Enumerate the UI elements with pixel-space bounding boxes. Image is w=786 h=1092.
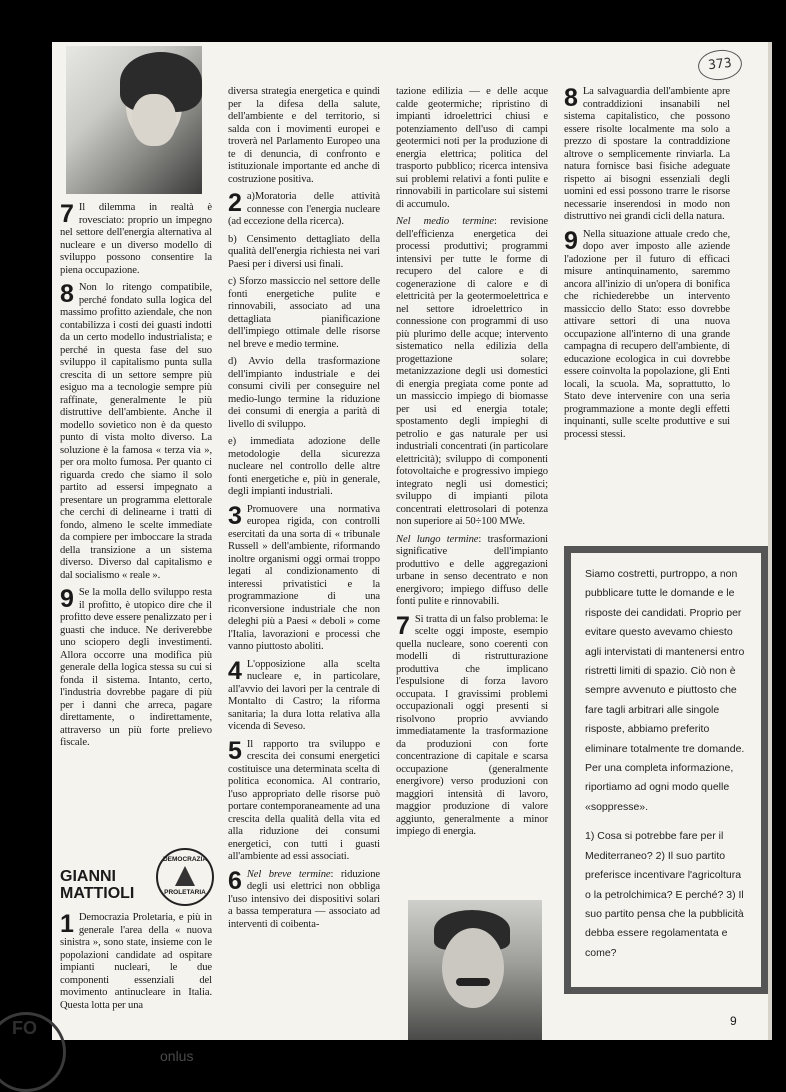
page-edge (768, 42, 772, 1040)
answer-9-text: Se la molla dello sviluppo resta il profitto, è utopico dire che il profitto deve essere penalizzato per i guasti che induce. Ne deriverebbe uno sciopero degli investimenti. Allora occorre una modifica più generale della logica stessa su cui si fonda il sistema. Intanto, certo, l'industria dovrebbe pagare di più per i danni che arreca, pagare direttamente, o indirettamente, attraverso un più forte prelievo fiscale. (60, 587, 212, 748)
continued-text: diversa strategia energetica e quindi per la difesa della salute, dell'ambiente e del territorio, si salda con i movimenti europei e troverà nel Parlamento Europeo una te di denuncia, di confronto e istituzionale importante ed anche di costruzione positiva. (228, 86, 380, 185)
candidate-first-name: GIANNI (60, 868, 116, 885)
answer-number: 9 (564, 226, 578, 255)
column-2 (228, 86, 380, 936)
answer-2e-text: e) immediata adozione delle metodologie della sicurezza nucleare nel controllo delle altre fonti energetiche e, più in generale, degli impianti industriali. (228, 436, 380, 497)
answer-2d-text: d) Avvio della trasformazione dell'impianto industriale e dei consumi civili per conseguire nel medio-lungo termine la riduzione dei consumi di energia a parità di livello di sviluppo. (228, 356, 380, 430)
portrait-photo-woman (66, 46, 202, 194)
answer-9-text: Nella situazione attuale credo che, dopo aver imposto alle aziende l'adozione per il futuro di efficaci misure antinquinamento, saremmo ancora all'inizio di un'opera di bonifica che richiederebbe un intervento massiccio dello Stato: esso dovrebbe attivare settori di una nuova occupazione all'interno di una grande campagna di recupero dell'ambiente, di educazione ecologica in cui dovrebbe essere coinvolta la popolazione, gli Enti locali, la scuola. Ma, soprattutto, lo Stato deve intervenire con una seria programmazione a monte degli effetti inquinanti, sulle scelte produttive e sui processi stessi. (564, 228, 730, 440)
editorial-note-text: Siamo costretti, purtroppo, a non pubblicare tutte le domande e le risposte dei candidati. Proprio per evitare questo avevamo chiesto agli intervistati di mantenersi entro ristretti limiti di spazio. Ciò non è sempre avvenuto e piuttosto che fare tagli arbitrari alle singole risposte, abbiamo preferito eliminare totalmente tre domande. Per una completa informazione, riportiamo ad ogni modo quelle «soppresse». (585, 568, 745, 813)
answer-6-text: : riduzione degli usi elettrici non obbliga l'uso intensivo dei dispositivi solari a bassa temperatura — associato ad interventi di coibenta- (228, 868, 380, 930)
party-logo (156, 848, 214, 906)
candidate-last-name: MATTIOLI (60, 885, 135, 902)
watermark-onlus: onlus (160, 1048, 194, 1064)
portrait-photo-man (408, 900, 542, 1040)
medium-term-label: Nel medio termine (396, 216, 494, 227)
continued-text: tazione edilizia — e delle acque calde geotermiche; ripristino di impianti idroelettrici chiusi e potenziamento dell'uso di campi geotermici noti per la produzione di energia elettrica; politica del trasporto pubblico; ricerca intensiva sui problemi relativi a fonti pulite e rinnovabili in particolare sui sistemi di accumulo. (396, 86, 548, 210)
answer-number: 6 (228, 866, 242, 895)
column-1-bottom (60, 912, 212, 1017)
answer-4-text: L'opposizione alla scelta nucleare e, in particolare, all'avvio dei lavori per la centrale di Montalto di Castro; la riforma sanitaria; la dura lotta relativa alla vicenda di Seveso. (228, 658, 380, 732)
answer-number: 4 (228, 656, 242, 685)
answer-3-text: Promuovere una normativa europea rigida, con controlli esercitati da una sorta di « tribunale Russell » dell'ambiente, riformando inoltre organismi oggi ormai troppo legati al condizionamento di interessi privatistici e la programmazione di una riconversione industriale che non deleghi più a Paesi « deboli » come l'Italia, lavorazioni e processi che vanno piuttosto aboliti. (228, 503, 380, 652)
archive-sheet-mark: 373 (697, 48, 744, 82)
answer-8-text: Non lo ritengo compatibile, perché fondato sulla logica del massimo profitto aziendale, che non contabilizza i costi dei guasti indotti da un certo modello industrialista; e perché in questa fase del suo sviluppo il capitalismo punta sulla crescita di un settore sempre più esiguo ma a tecnologie sempre più raffinate, generalmente le più distruttive dell'ambiente. Anche il modello sovietico non è da questo punto di vista molto diverso. La soluzione è la famosa « terza via », per ora molto fumosa. Per quanto ci riguarda credo che siamo il solo partito ad essersi impegnato a presentare un programma elettorale che cerchi di delinearne i tratti di fondo, almeno le scelte immediate da compiere per imboccare la strada della transizione a un sistema diverso. Diverso dal capitalismo e dal socialismo « reale ». (60, 282, 212, 581)
column-1 (60, 202, 212, 755)
answer-2a-text: a)Moratoria delle attività connesse con l'energia nucleare (ad eccezione della ricerca). (228, 191, 380, 227)
answer-1-text: Democrazia Proletaria, e più in generale l'area della « nuova sinistra », sono state, insieme con le popolazioni candidate ad ospitare impianti nucleari, le due componenti essenziali del movimento antinucleare in Italia. Questa lotta per una (60, 912, 212, 1011)
answer-number: 8 (564, 84, 578, 112)
answer-number: 7 (396, 611, 410, 640)
medium-term-text: : revisione dell'efficienza energetica dei processi produttivi; programmi intensivi per tutte le forme di recupero del calore e di cogenerazione di calore e di elettricità per la geotermoelettrica e nel settore idroelettrico in connessione con programmi di uso più plurimo delle acque; intervento sistematico nella edilizia della progettazione solare; metanizzazione degli usi domestici di energia pregiata come ponte ad un massiccio impiego di biomasse per usi ed energia totale; spostamento degli impieghi di petrolio e gas naturale per usi industriali concentrati (in particolare elettricità); sviluppo di componenti fotovoltaiche e progressivo impiego integrato negli usi domestici; sviluppo di impianti pilota concentrati elettrosolari di potenza non superiore ai 50÷100 MWe. (396, 216, 548, 527)
short-term-label: Nel breve termine (246, 868, 331, 880)
column-3 (396, 86, 548, 844)
column-4 (564, 86, 730, 446)
answer-number: 7 (60, 200, 74, 228)
answer-7-text: Il dilemma in realtà è rovesciato: proprio un impegno nel settore dell'energia alternativa al nucleare e un diverso modello di sviluppo possono consentire la piena occupazione. (60, 202, 212, 276)
answer-number: 9 (60, 585, 74, 613)
party-logo-top-text: DEMOCRAZIA (162, 856, 208, 863)
long-term-text: : trasformazioni significative dell'impianto produttivo e delle aggregazioni urbane in senso decentrato e non energivoro; impiego diffuso delle fonti pulite e rinnovabili. (396, 533, 548, 607)
answer-number: 3 (228, 501, 242, 530)
answer-2c-text: c) Sforzo massiccio nel settore delle fonti energetiche pulite e rinnovabili, associato ad una dettagliata pianificazione dell'impiego ottimale delle risorse nel breve e medio termine. (228, 276, 380, 350)
suppressed-questions: 1) Cosa si potrebbe fare per il Mediterraneo? 2) Il suo partito preferisce incentivare l'agricoltura o la petrolchimica? E perché? 3) Il suo partito pensa che la pubblicità debba essere regolamentata e come? (585, 830, 744, 959)
watermark-text: FO (12, 1018, 37, 1038)
page-number: 9 (730, 1014, 737, 1028)
answer-5-text: Il rapporto tra sviluppo e crescita dei consumi energetici costituisce una determinata scelta di politica economica. Al contrario, l'uso appropriato delle risorse può portare contemporaneamente ad una crescita della qualità della vita ed alla riduzione dei consumi energetici, con tutti i guasti all'ambiente ad essi associati. (228, 738, 380, 862)
candidate-name (60, 868, 134, 902)
answer-8-text: La salvaguardia dell'ambiente apre contraddizioni insanabili nel sistema capitalistico, che possono essere risolte localmente ma solo a prezzo di spostare la contraddizione altrove o semplicemente rinviarla. La natura fornisce basi fisiche adeguate rispetto ai bisogni essenziali degli uomini ed essi possono trarre le risorse necessarie inserendosi in modo non distruttivo nei grandi cicli della natura. (564, 86, 730, 222)
party-logo-bottom-text: PROLETARIA (164, 889, 206, 896)
answer-number: 8 (60, 280, 74, 308)
answer-7-text: Si tratta di un falso problema: le scelte oggi imposte, esempio quella nucleare, sono coerenti con modelli di ristrutturazione produttiva che implicano l'espulsione di forza lavoro occupata. I gravissimi problemi occupazionali oggi presenti si risolvono proprio avviando immediatamente la trasformazione da produzioni con forte concentrazione di capitale e scarsa occupazione (generalmente energivore) verso produzioni con maggiori intensità di lavoro, maggior produzione di valore aggiunto, generalmente a minor impiego di energia. (396, 613, 548, 837)
magazine-page (52, 42, 768, 1040)
answer-number: 5 (228, 736, 242, 765)
long-term-label: Nel lungo termine (396, 533, 479, 545)
answer-2b-text: b) Censimento dettagliato della qualità dell'energia richiesta nei vari Paesi per i diversi usi finali. (228, 233, 380, 270)
answer-number: 1 (60, 910, 74, 938)
editorial-note-box (564, 546, 768, 994)
answer-number: 2 (228, 189, 242, 217)
